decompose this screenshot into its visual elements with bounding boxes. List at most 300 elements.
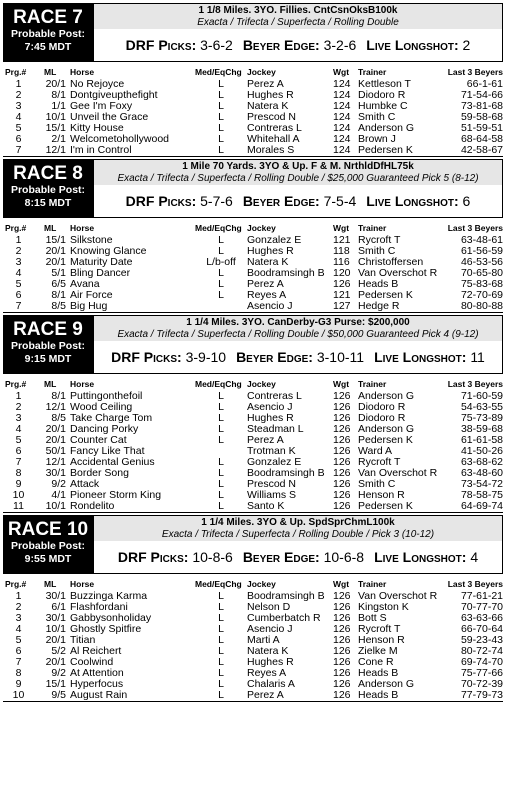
table-header-row [3,218,503,235]
last-3-beyers-cell: 80-80-88 [444,301,503,313]
morning-line-cell: 10/1 [45,112,66,123]
medication-cell: L [218,279,224,290]
post-label: Probable Post: [10,28,86,40]
beyer-edge-value: 3-10-11 [316,349,365,365]
medication-cell: L [218,479,224,490]
jockey-cell: Santo K [247,501,333,513]
jockey-cell: Hughes R [247,246,294,257]
horse-name-cell: Dancing Porky [70,424,139,435]
jockey-cell: Nelson D [247,602,291,613]
weight-cell: 126 [333,479,351,490]
column-header-prg-number: Prg.# [5,223,27,233]
column-header-last-3-beyers: Last 3 Beyers [447,579,503,589]
prg-number-cell: 4 [15,624,22,635]
race-conditions: 1 1/4 Miles. 3YO & Up. SpdSprChmL100k [201,517,395,528]
table-row [3,468,503,479]
trainer-cell: Diodoro R [358,90,406,101]
weight-cell: 126 [333,668,351,679]
horse-name-cell: Ghostly Spitfire [70,624,142,635]
live-longshot-value: 11 [470,349,485,365]
trainer-cell: Smith C [358,246,396,257]
medication-cell: L [218,290,224,301]
jockey-cell: Trotman K [247,446,296,457]
column-header-prg-number: Prg.# [5,67,27,77]
morning-line-cell: 15/1 [45,679,66,690]
trainer-cell: Ward A [358,446,393,457]
medication-cell: L [218,235,224,246]
race-info [94,316,502,341]
trainer-cell: Pedersen K [358,145,444,157]
medication-cell [195,446,247,457]
prg-number-cell: 2 [15,602,22,613]
entries-table [3,62,503,157]
drf-picks-label: DRF Picks: [111,349,182,365]
morning-line-cell: 15/1 [45,123,66,134]
column-header-horse-name: Horse [70,67,95,77]
prg-number-cell: 1 [15,591,22,602]
race-number: RACE 10 [7,519,89,540]
race-info [94,160,502,185]
trainer-cell: Bott S [358,613,387,624]
horse-name-cell: Air Force [70,290,113,301]
live-longshot-label: Live Longshot: [374,349,467,365]
prg-number-cell: 1 [15,79,22,90]
weight-cell: 126 [333,657,351,668]
post-time: 9:15 MDT [24,353,72,365]
prg-number-cell: 3 [15,101,22,112]
table-row [3,490,503,501]
race-wagers: Exacta / Trifecta / Superfecta / Rolling Double [197,17,399,28]
race-info-box [93,315,503,374]
table-header-row [3,374,503,391]
medication-cell: L [218,646,224,657]
jockey-cell: Hughes R [247,657,294,668]
column-header-last-3-beyers: Last 3 Beyers [447,223,503,233]
weight-cell: 126 [333,613,351,624]
weight-cell: 124 [333,145,358,157]
last-3-beyers-cell: 66-70-64 [460,624,503,635]
trainer-cell: Heads B [358,690,444,702]
last-3-beyers-cell: 80-72-74 [460,646,503,657]
jockey-cell: Reyes A [247,290,287,301]
prg-number-cell: 4 [15,424,22,435]
column-header-horse-name: Horse [70,579,95,589]
jockey-cell: Natera K [247,101,289,112]
live-longshot-value: 4 [470,549,479,565]
live-longshot-label: Live Longshot: [374,549,467,565]
medication-cell: L [218,490,224,501]
beyer-edge-label: Beyer Edge: [242,193,320,209]
last-3-beyers-cell: 75-77-66 [460,668,503,679]
trainer-cell: Smith C [358,112,396,123]
prg-number-cell: 7 [3,301,34,313]
horse-name-cell: Accidental Genius [70,457,155,468]
prg-number-cell: 7 [15,457,22,468]
race-badge [3,515,93,574]
medication-cell: L [218,123,224,134]
last-3-beyers-cell: 75-73-89 [460,413,503,424]
weight-cell: 126 [333,413,351,424]
weight-cell: 121 [333,290,351,301]
last-3-beyers-cell: 72-70-69 [460,290,503,301]
morning-line-cell: 30/1 [45,591,66,602]
column-header-morning-line: ML [44,67,57,77]
post-time: 9:55 MDT [24,553,72,565]
horse-name-cell: Dontgiveupthefight [70,90,158,101]
last-3-beyers-cell: 61-56-59 [460,246,503,257]
post-label: Probable Post: [10,184,86,196]
table-row [3,402,503,413]
jockey-cell: Asencio J [247,624,293,635]
morning-line-cell: 12/1 [34,145,70,157]
horse-name-cell: Bling Dancer [70,268,131,279]
race-header [3,3,503,62]
table-row [3,457,503,468]
jockey-cell: Morales S [247,145,333,157]
last-3-beyers-cell: 59-58-68 [460,112,503,123]
table-row [3,591,503,602]
jockey-cell: Prescod N [247,112,297,123]
prg-number-cell: 2 [15,402,22,413]
prg-number-cell: 3 [15,257,22,268]
trainer-cell: Anderson G [358,391,415,402]
prg-number-cell: 1 [15,391,22,402]
prg-number-cell: 3 [15,413,22,424]
morning-line-cell: 8/1 [51,391,66,402]
column-header-morning-line: ML [44,579,57,589]
column-header-medication: Med/EqChg [195,579,242,589]
morning-line-cell: 4/1 [51,490,66,501]
drf-picks-label: DRF Picks: [125,37,197,53]
weight-cell: 126 [333,591,351,602]
last-3-beyers-cell: 46-53-56 [460,257,503,268]
weight-cell: 126 [333,457,351,468]
trainer-cell: Van Overschot R [358,468,438,479]
table-row [3,134,503,145]
prg-number-cell: 10 [12,490,25,501]
jockey-cell: Perez A [247,690,333,702]
race-info [94,4,502,29]
medication-cell: L [195,690,247,702]
prg-number-cell: 7 [15,657,22,668]
horse-name-cell: Pioneer Storm King [70,490,162,501]
drf-picks-value: 3-9-10 [185,349,227,365]
trainer-cell: Heads B [358,668,399,679]
medication-cell: L/b-off [206,257,236,268]
trainer-cell: Anderson G [358,679,415,690]
weight-cell: 126 [333,635,351,646]
morning-line-cell: 20/1 [45,246,66,257]
table-header-row [3,62,503,79]
trainer-cell: Pedersen K [358,290,413,301]
jockey-cell: Hughes R [247,413,294,424]
weight-cell: 127 [333,301,358,313]
table-row [3,279,503,290]
race-conditions: 1 1/8 Miles. 3YO. Fillies. CntCsnOksB100k [198,5,398,16]
jockey-cell: Boodramsingh B [247,268,325,279]
prg-number-cell: 2 [15,90,22,101]
jockey-cell: Boodramsingh B [247,591,325,602]
medication-cell: L [218,657,224,668]
beyer-edge-value: 3-2-6 [323,37,357,53]
jockey-cell: Natera K [247,646,289,657]
entries-table [3,218,503,313]
horse-name-cell: Fancy Like That [70,446,145,457]
morning-line-cell: 30/1 [45,468,66,479]
prg-number-cell: 7 [3,145,34,157]
column-header-jockey: Jockey [247,223,276,233]
drf-picks-label: DRF Picks: [125,193,197,209]
entries-table [3,574,503,702]
table-row [3,413,503,424]
prg-number-cell: 5 [15,279,22,290]
medication-cell: L [218,668,224,679]
trainer-cell: Brown J [358,134,396,145]
prg-number-cell: 9 [15,479,22,490]
morning-line-cell: 12/1 [45,402,66,413]
race-section [3,3,503,159]
race-section [3,515,503,704]
table-row [3,90,503,101]
race-wagers: Exacta / Trifecta / Superfecta / Rolling Double / Pick 3 (10-12) [161,529,435,540]
weight-cell: 126 [333,690,358,702]
prg-number-cell: 5 [15,435,22,446]
medication-cell: L [218,134,224,145]
horse-name-cell: No Rejoyce [70,79,125,90]
post-label: Probable Post: [10,340,86,352]
live-longshot-value: 6 [462,193,471,209]
morning-line-cell: 10/1 [45,624,66,635]
prg-number-cell: 5 [15,123,22,134]
live-longshot-label: Live Longshot: [366,193,459,209]
morning-line-cell: 8/5 [34,301,70,313]
prg-number-cell: 11 [3,501,34,513]
weight-cell: 124 [333,101,351,112]
last-3-beyers-cell: 73-54-72 [460,479,503,490]
last-3-beyers-cell: 78-58-75 [460,490,503,501]
horse-name-cell: Titian [70,635,96,646]
jockey-cell: Chalaris A [247,679,295,690]
trainer-cell: Rycroft T [358,624,401,635]
morning-line-cell: 6/5 [51,279,66,290]
table-row [3,391,503,402]
jockey-cell: Reyes A [247,668,287,679]
horse-name-cell: Silkstone [70,235,113,246]
race-header [3,315,503,374]
race-section [3,315,503,515]
weight-cell: 126 [333,402,351,413]
post-time: 8:15 MDT [24,197,72,209]
table-row [3,679,503,690]
trainer-cell: Zielke M [358,646,398,657]
race-number: RACE 9 [13,319,83,340]
trainer-cell: Anderson G [358,123,415,134]
last-3-beyers-cell: 42-58-67 [444,145,503,157]
trainer-cell: Pedersen K [358,501,444,513]
prg-number-cell: 6 [15,290,22,301]
trainer-cell: Pedersen K [358,435,413,446]
post-label: Probable Post: [10,540,86,552]
picks-bar [94,541,502,573]
medication-cell: L [218,624,224,635]
drf-picks-value: 5-7-6 [200,193,233,209]
morning-line-cell: 20/1 [45,424,66,435]
picks-bar [94,185,502,217]
prg-number-cell: 8 [15,468,22,479]
medication-cell: L [218,457,224,468]
horse-name-cell: At Attention [70,668,124,679]
column-header-weight: Wgt [333,223,350,233]
prg-number-cell: 1 [15,235,22,246]
race-info [94,516,502,541]
column-header-last-3-beyers: Last 3 Beyers [447,379,503,389]
weight-cell: 124 [333,134,351,145]
weight-cell: 126 [333,501,358,513]
column-header-jockey: Jockey [247,379,276,389]
column-header-horse-name: Horse [70,379,95,389]
live-longshot-label: Live Longshot: [366,37,459,53]
medication-cell: L [218,90,224,101]
weight-cell: 120 [333,268,351,279]
table-row [3,657,503,668]
jockey-cell: Contreras L [247,123,302,134]
prg-number-cell: 6 [15,646,22,657]
horse-name-cell: Flashfordani [70,602,128,613]
horse-name-cell: Hyperfocus [70,679,124,690]
horse-name-cell: Rondelito [70,501,195,513]
table-row [3,112,503,123]
jockey-cell: Asencio J [247,402,293,413]
morning-line-cell: 6/1 [51,602,66,613]
table-row [3,646,503,657]
trainer-cell: Hedge R [358,301,444,313]
last-3-beyers-cell: 61-61-58 [460,435,503,446]
morning-line-cell: 20/1 [45,257,66,268]
horse-name-cell: Buzzinga Karma [70,591,148,602]
last-3-beyers-cell: 70-65-80 [460,268,503,279]
table-row [3,479,503,490]
weight-cell: 121 [333,235,351,246]
trainer-cell: Van Overschot R [358,268,438,279]
last-3-beyers-cell: 64-69-74 [444,501,503,513]
jockey-cell: Hughes R [247,90,294,101]
column-header-medication: Med/EqChg [195,379,242,389]
race-section [3,159,503,315]
prg-number-cell: 9 [15,679,22,690]
jockey-cell: Perez A [247,435,284,446]
trainer-cell: Rycroft T [358,457,401,468]
medication-cell: L [218,391,224,402]
column-header-weight: Wgt [333,379,350,389]
morning-line-cell: 10/1 [34,501,70,513]
weight-cell: 124 [333,112,351,123]
drf-picks-label: DRF Picks: [117,549,189,565]
race-info-box [93,515,503,574]
weight-cell: 126 [333,602,351,613]
last-3-beyers-cell: 69-74-70 [460,657,503,668]
trainer-cell: Diodoro R [358,402,406,413]
weight-cell: 124 [333,79,351,90]
morning-line-cell: 20/1 [45,657,66,668]
beyer-edge-label: Beyer Edge: [236,349,313,365]
last-3-beyers-cell: 63-63-66 [460,613,503,624]
jockey-cell: Asencio J [247,301,333,313]
horse-name-cell: Gee I'm Foxy [70,101,133,112]
column-header-jockey: Jockey [247,67,276,77]
horse-name-cell: Al Reichert [70,646,122,657]
medication-cell: L [218,112,224,123]
prg-number-cell: 10 [3,690,34,702]
medication-cell: L [218,613,224,624]
column-header-trainer: Trainer [358,579,387,589]
trainer-cell: Heads B [358,279,399,290]
trainer-cell: Diodoro R [358,413,406,424]
medication-cell: L [218,101,224,112]
picks-bar [94,29,502,61]
trainer-cell: Cone R [358,657,394,668]
column-header-trainer: Trainer [358,379,387,389]
medication-cell: L [218,435,224,446]
last-3-beyers-cell: 77-79-73 [444,690,503,702]
column-header-prg-number: Prg.# [5,579,27,589]
race-info-box [93,3,503,62]
jockey-cell: Whitehall A [247,134,300,145]
last-3-beyers-cell: 71-54-66 [460,90,503,101]
morning-line-cell: 5/2 [51,646,66,657]
table-row [3,602,503,613]
column-header-last-3-beyers: Last 3 Beyers [447,67,503,77]
last-3-beyers-cell: 59-23-43 [460,635,503,646]
table-row [3,257,503,268]
morning-line-cell: 9/5 [34,690,70,702]
race-badge [3,3,93,62]
picks-bar [94,341,502,373]
table-row [3,435,503,446]
prg-number-cell: 6 [15,446,22,457]
prg-number-cell: 3 [15,613,22,624]
table-row [3,101,503,112]
weight-cell: 126 [333,468,351,479]
trainer-cell: Smith C [358,479,396,490]
table-row [3,268,503,279]
race-badge [3,315,93,374]
drf-picks-value: 10-8-6 [192,549,233,565]
medication-cell: L [218,79,224,90]
table-row [3,668,503,679]
horse-name-cell: I'm in Control [70,145,195,157]
horse-name-cell: Maturity Date [70,257,133,268]
morning-line-cell: 2/1 [51,134,66,145]
medication-cell: L [195,501,247,513]
table-row [3,624,503,635]
column-header-jockey: Jockey [247,579,276,589]
horse-name-cell: Wood Ceiling [70,402,133,413]
jockey-cell: Marti A [247,635,280,646]
weight-cell: 126 [333,391,351,402]
last-3-beyers-cell: 54-63-55 [460,402,503,413]
horse-name-cell: Avana [70,279,100,290]
column-header-morning-line: ML [44,379,57,389]
horse-name-cell: Knowing Glance [70,246,147,257]
column-header-medication: Med/EqChg [195,67,242,77]
horse-name-cell: August Rain [70,690,195,702]
table-row [3,290,503,301]
medication-cell: L [218,635,224,646]
prg-number-cell: 4 [15,268,22,279]
post-time: 7:45 MDT [24,41,72,53]
weight-cell: 126 [333,446,351,457]
jockey-cell: Natera K [247,257,289,268]
